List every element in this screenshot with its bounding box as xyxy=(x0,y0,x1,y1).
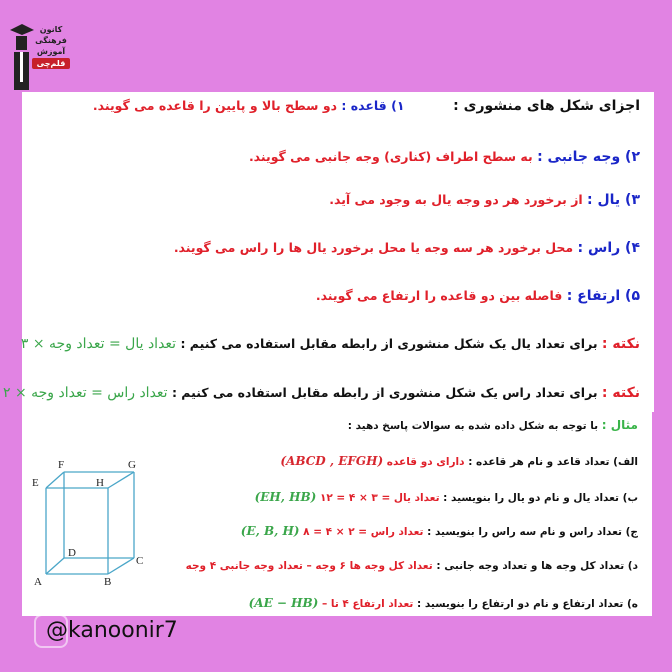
vertex-label-d: D xyxy=(68,547,76,559)
vertex-label-g: G xyxy=(128,459,136,471)
question-b-math: (EH, HB) xyxy=(254,490,317,504)
kanoon-logo xyxy=(6,18,68,94)
vertex-label-c: C xyxy=(136,555,144,567)
vertex-label-h: H xyxy=(96,477,104,489)
logo-line-2: فرهنگی xyxy=(35,36,67,45)
question-c xyxy=(241,524,638,538)
note-1-formula: تعداد یال = تعداد وجه × ۳ xyxy=(20,336,177,352)
item-5-text: فاصله بین دو قاعده را ارتفاع می گویند. xyxy=(315,288,563,303)
question-d xyxy=(186,560,638,572)
vertex-label-a: A xyxy=(34,576,42,588)
note-2-formula: تعداد راس = تعداد وجه × ۲ xyxy=(2,385,168,401)
page-heading: اجزای شکل های منشوری : xyxy=(453,98,640,114)
example-intro: با توجه به شکل داده شده به سوالات پاسخ دهید : xyxy=(347,420,599,432)
question-c-answer: تعداد راس = ۲ × ۴ = ۸ xyxy=(303,526,424,538)
item-4-text: محل برخورد هر سه وجه یا محل برخورد یال ها را راس می گویند. xyxy=(173,240,574,255)
question-b-answer: تعداد یال = ۳ × ۴ = ۱۲ xyxy=(319,492,440,504)
question-a-text: الف) تعداد قاعد و نام هر قاعده : xyxy=(468,456,638,468)
prism-figure xyxy=(30,458,148,590)
item-3-text: از برخورد هر دو وجه یال به وجود می آید. xyxy=(329,192,583,207)
question-e xyxy=(249,596,638,610)
question-a-answer: دارای دو قاعده xyxy=(386,456,465,468)
item-5-number: ۵) ارتفاع : xyxy=(566,288,640,304)
note-2-text: برای تعداد راس یک شکل منشوری از رابطه مقابل استفاده می کنیم : xyxy=(171,385,598,400)
note-1-text: برای تعداد یال یک شکل منشوری از رابطه مقابل استفاده می کنیم : xyxy=(180,336,598,351)
question-b xyxy=(255,490,638,504)
vertex-label-b: B xyxy=(104,576,112,588)
logo-line-3: آموزش xyxy=(36,47,66,56)
question-e-math: (AE − HB) xyxy=(248,596,319,610)
item-3 xyxy=(329,192,640,208)
vertex-label-f: F xyxy=(58,459,65,471)
question-e-text: ه) تعداد ارتفاع و نام دو ارتفاع را بنویسید : xyxy=(417,598,638,610)
question-d-text: د) تعداد کل وجه ها و تعداد وجه جانبی : xyxy=(436,560,638,572)
question-c-text: ج) تعداد راس و نام سه راس را بنویسید : xyxy=(427,526,638,538)
graduate-figure-icon xyxy=(8,22,34,92)
item-2-text: به سطح اطراف (کناری) وجه جانبی می گویند. xyxy=(248,149,533,164)
item-2 xyxy=(249,149,640,165)
question-c-math: (E, B, H) xyxy=(240,524,300,538)
definitions-card xyxy=(2,92,654,412)
item-3-number: ۳) یال : xyxy=(587,192,640,208)
note-1-label: نکته : xyxy=(601,336,640,352)
logo-line-1: کانون xyxy=(39,25,63,34)
item-1-text: دو سطح بالا و پایین را قاعده می گویند. xyxy=(92,98,338,113)
item-4 xyxy=(174,240,640,256)
item-2-number: ۲) وجه جانبی : xyxy=(537,149,640,165)
question-a xyxy=(280,454,638,468)
heading-row xyxy=(93,98,640,114)
logo-badge: قلم‌چی xyxy=(32,58,70,69)
question-a-math: (ABCD , EFGH) xyxy=(280,454,384,468)
item-1-number: ۱) قاعده : xyxy=(341,98,405,113)
example-intro-row xyxy=(348,418,638,432)
item-4-number: ۴) راس : xyxy=(577,240,640,256)
note-2-label: نکته : xyxy=(601,385,640,401)
note-1 xyxy=(21,336,640,352)
note-2 xyxy=(3,385,640,401)
watermark-handle: @kanoonir7 xyxy=(46,618,178,643)
vertex-label-e: E xyxy=(32,477,39,489)
example-label: مثال : xyxy=(601,418,638,432)
question-b-text: ب) تعداد یال و نام دو یال را بنویسید : xyxy=(443,492,638,504)
item-5 xyxy=(316,288,640,304)
question-d-answer: تعداد کل وجه ها ۶ وجه – تعداد وجه جانبی ۴ وجه xyxy=(185,560,433,572)
question-e-answer: تعداد ارتفاع ۴ تا – xyxy=(321,598,414,610)
